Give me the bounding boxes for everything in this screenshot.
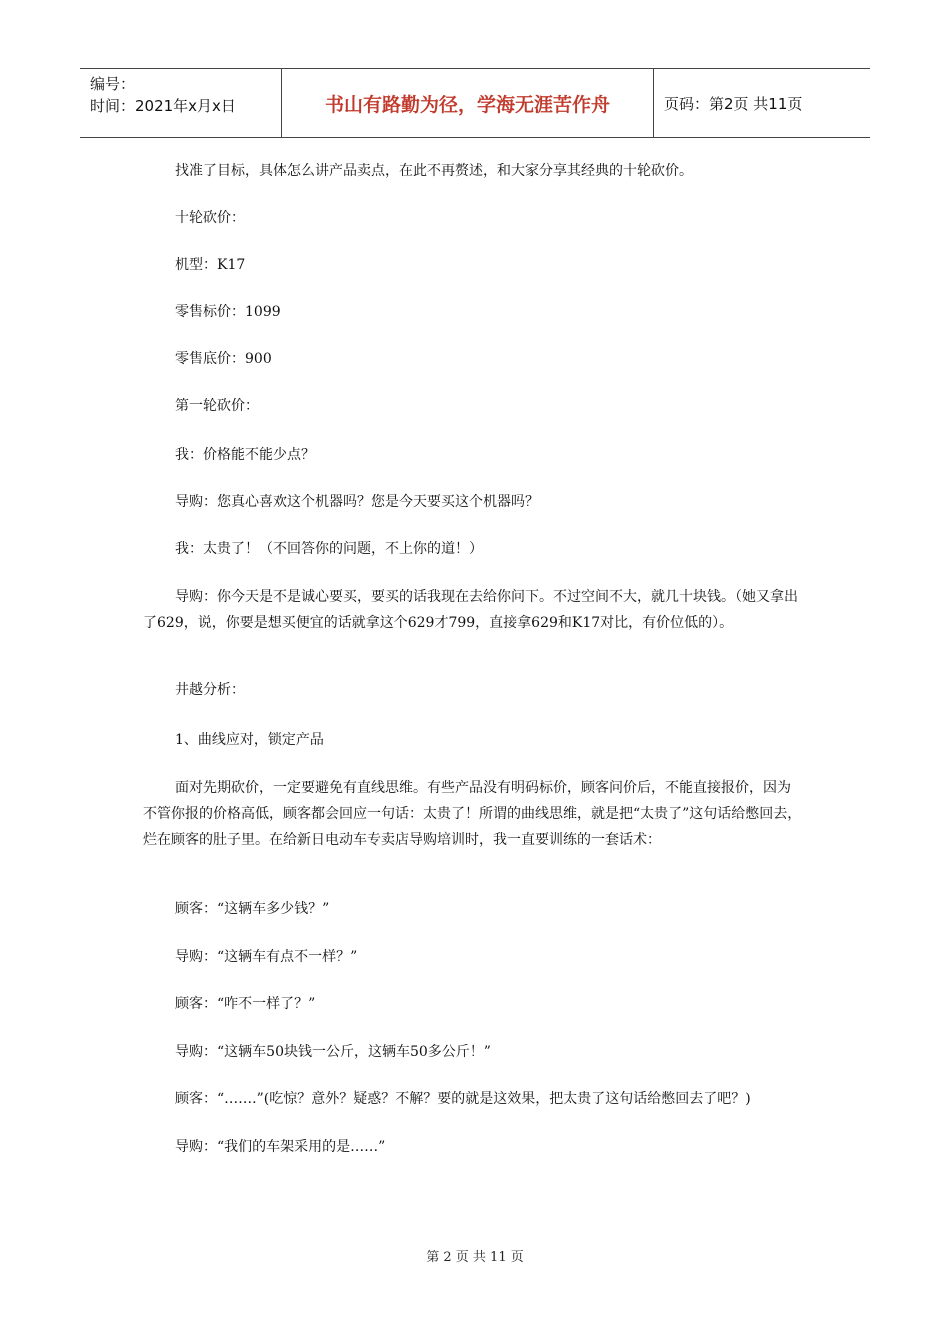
paragraph: 第一轮砍价： xyxy=(175,398,259,414)
paragraph: 十轮砍价： xyxy=(175,210,245,226)
paragraph: 导购：您真心喜欢这个机器吗？您是今天要买这个机器吗？ xyxy=(175,494,539,510)
paragraph: 机型：K17 xyxy=(175,257,246,273)
number-label: 编号： xyxy=(90,75,136,93)
paragraph: 导购：你今天是不是诚心要买，要买的话我现在去给你问下。不过空间不大，就几十块钱。（她又拿出了629，说，你要是想买便宜的话就拿这个629才799，直接拿629和K17对比，有价位低的）。 xyxy=(143,589,798,631)
paragraph: 我：太贵了！（不回答你的问题，不上你的道！） xyxy=(175,541,483,557)
paragraph: 我：价格能不能少点？ xyxy=(175,447,315,463)
header-page-info: 页码：第2页 共11页 xyxy=(664,94,803,113)
paragraph: 找准了目标，具体怎么讲产品卖点，在此不再赘述，和大家分享其经典的十轮砍价。 xyxy=(175,163,693,179)
paragraph: 井越分析： xyxy=(175,682,245,698)
page-header xyxy=(80,68,870,138)
paragraph: 顾客：“咋不一样了？” xyxy=(175,996,316,1012)
paragraph: 导购：“这辆车有点不一样？” xyxy=(175,949,358,965)
paragraph: 零售底价：900 xyxy=(175,351,272,367)
paragraph: 1、曲线应对，锁定产品 xyxy=(175,732,324,748)
paragraph: 导购：“这辆车50块钱一公斤，这辆车50多公斤！” xyxy=(175,1044,491,1060)
header-motto: 书山有路勤为径，学海无涯苦作舟 xyxy=(282,69,654,137)
paragraph: 顾客：“这辆车多少钱？” xyxy=(175,901,330,917)
header-meta xyxy=(80,69,282,137)
paragraph: 顾客：“…….”(吃惊？意外？疑惑？不解？要的就是这效果，把太贵了这句话给憋回去了吧？) xyxy=(175,1091,751,1107)
paragraph: 面对先期砍价，一定要避免有直线思维。有些产品没有明码标价，顾客问价后，不能直接报价，因为不管你报的价格高低，顾客都会回应一句话：太贵了！所谓的曲线思维，就是把“太贵了”这句话给憋回去，烂在顾客的肚子里。在给新日电动车专卖店导购培训时，我一直要训练的一套话术： xyxy=(143,780,802,848)
date-label: 时间：2021年x月x日 xyxy=(90,97,236,115)
page-footer: 第 2 页 共 11 页 xyxy=(426,1250,524,1265)
paragraph: 零售标价：1099 xyxy=(175,304,281,320)
paragraph: 导购：“我们的车架采用的是……” xyxy=(175,1139,386,1155)
